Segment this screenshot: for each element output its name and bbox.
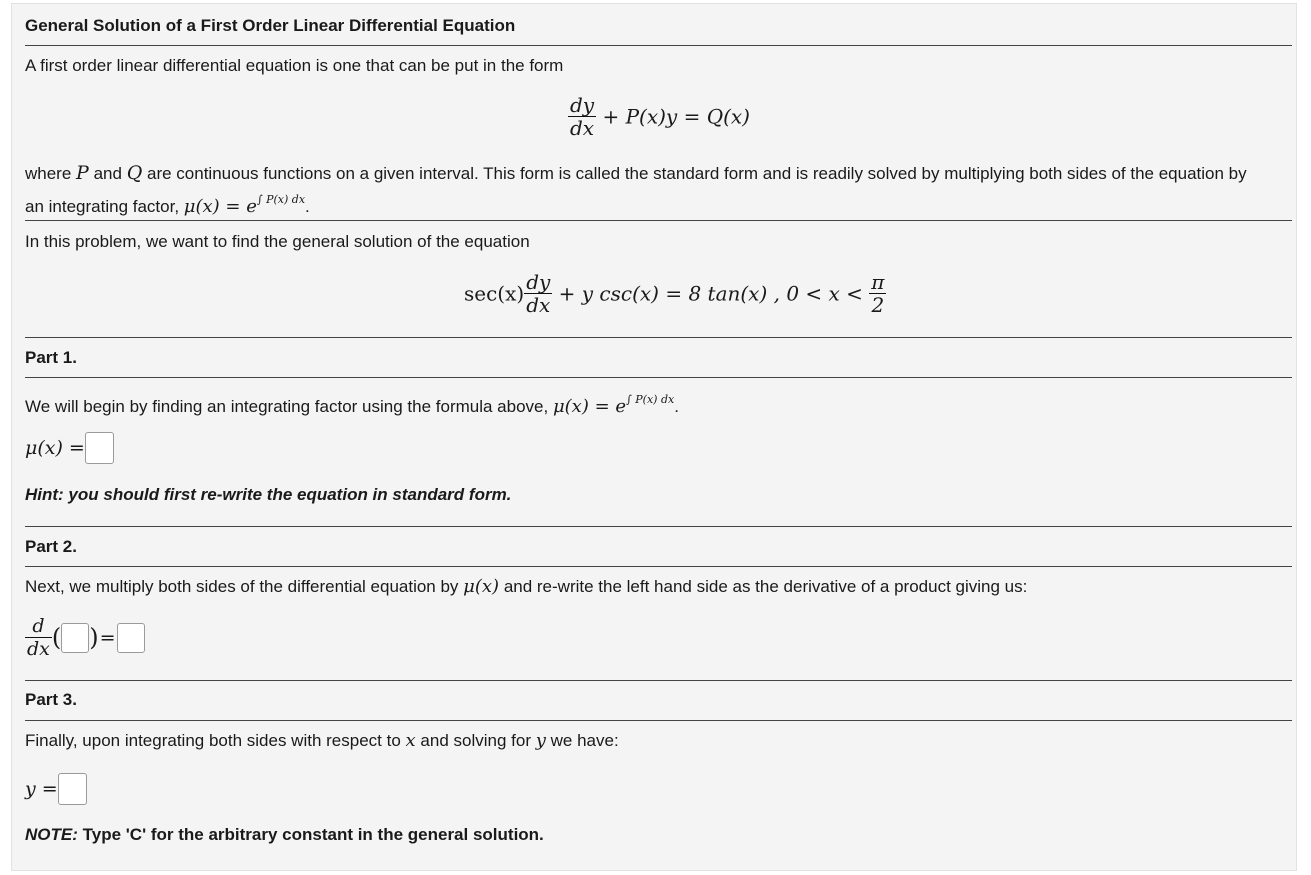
- d-dx-fraction: $\frac{d}{dx}$: [27, 615, 50, 660]
- problem-line: In this problem, we want to find the general solution of the equation: [25, 232, 530, 251]
- divider: [25, 720, 1292, 721]
- intro-line: A first order linear differential equation is one that can be put in the form: [25, 56, 564, 75]
- sec-term: sec(x): [464, 281, 525, 306]
- divider: [25, 526, 1292, 527]
- standard-form-equation: [568, 94, 750, 139]
- problem-equation: [464, 271, 886, 316]
- divider: [25, 337, 1292, 338]
- divider: [25, 680, 1292, 681]
- divider: [25, 220, 1292, 221]
- divider: [25, 566, 1292, 567]
- mu-answer-input[interactable]: [85, 432, 114, 464]
- rhs-answer-input[interactable]: [117, 623, 145, 653]
- part2-label: Part 2.: [25, 537, 77, 556]
- part1-hint: Hint: you should first re-write the equation in standard form.: [25, 485, 512, 504]
- dy-dx-fraction: $\frac{dy}{dx}$: [570, 93, 595, 140]
- mu-answer-label: μ(x) =: [25, 437, 85, 459]
- divider: [25, 45, 1292, 46]
- page-title: General Solution of a First Order Linear Differential Equation: [25, 16, 516, 35]
- part1-answer-row: [25, 432, 114, 464]
- y-answer-input[interactable]: [58, 773, 87, 805]
- note-line: NOTE: Type 'C' for the arbitrary constant in the general solution.: [25, 825, 544, 844]
- part3-text: Finally, upon integrating both sides with respect to x and solving for y we have:: [25, 730, 619, 751]
- pi-over-two: $\frac{\pi}{2}$: [871, 270, 885, 317]
- dy-dx-fraction: $\frac{dy}{dx}$: [526, 270, 551, 317]
- equals-sign: =: [99, 626, 116, 649]
- part3-answer-row: [25, 773, 87, 805]
- right-paren: ): [89, 623, 99, 652]
- y-answer-label: y =: [25, 778, 58, 800]
- divider: [25, 377, 1292, 378]
- problem-equation-rest: + y csc(x) = 8 tan(x) , 0 < x <: [558, 281, 863, 306]
- question-panel: [11, 3, 1297, 871]
- integrating-factor-line: an integrating factor, $\mu(x) = e^{\int P(x) dx}$.: [25, 193, 310, 217]
- part2-answer-row: [25, 615, 145, 660]
- left-paren: (: [51, 623, 62, 652]
- part2-text: Next, we multiply both sides of the differential equation by μ(x) and re-write the left hand side as the derivative of a product giving us:: [25, 576, 1028, 597]
- part1-label: Part 1.: [25, 348, 77, 367]
- standard-form-rest: + P(x)y = Q(x): [602, 104, 750, 129]
- where-line: where P and Q are continuous functions on a given interval. This form is called the standard form and is readily solved by multiplying both sides of the equation by: [25, 162, 1247, 184]
- part3-label: Part 3.: [25, 690, 77, 709]
- product-answer-input[interactable]: [61, 623, 89, 653]
- part1-text: We will begin by finding an integrating factor using the formula above, $\mu(x) = e^{\int P(x) dx}$.: [25, 393, 679, 417]
